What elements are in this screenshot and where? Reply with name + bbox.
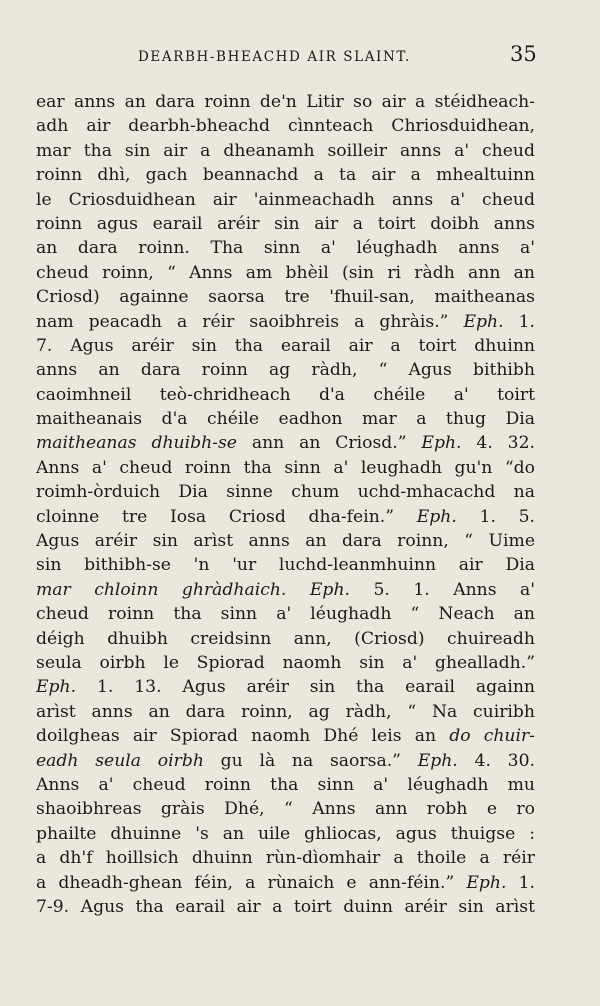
- text-segment: [286, 580, 309, 600]
- text-segment: Agus aréir sin arìst anns an dara roinn, “ Uime: [36, 531, 535, 552]
- text-segment: a dheadh-ghean féin, a rùnaich e ann-féin.”: [36, 872, 467, 893]
- text-line: [36, 505, 535, 529]
- text-segment: sin bithibh-se 'n 'ur luchd-leanmhuinn air Dia: [36, 555, 535, 576]
- text-segment: 7. Agus aréir sin tha earail air a toirt dhuinn: [36, 335, 535, 356]
- text-line: [36, 602, 535, 626]
- text-line: [36, 285, 535, 309]
- text-line: [36, 553, 535, 577]
- text-line: [36, 480, 535, 504]
- text-segment: Criosd) againne saorsa tre 'fhuil-san, maitheanas: [36, 287, 535, 308]
- text-segment: doilgheas air Spiorad naomh Dhé leis an: [36, 726, 450, 747]
- text-line: [36, 627, 535, 651]
- text-segment: maitheanais d'a chéile eadhon mar a thug Dia: [36, 409, 535, 430]
- italic-text: Eph.: [309, 579, 350, 600]
- text-line: [36, 139, 535, 163]
- text-segment: cheud roinn, “ Anns am bhèil (sin ri ràdh ann an: [36, 262, 535, 283]
- text-line: [36, 90, 535, 114]
- text-segment: 5. 1. Anns a': [349, 579, 535, 600]
- running-title: DEARBH-BHEACHD AIR SLAINT.: [138, 49, 411, 65]
- text-line: [36, 358, 535, 382]
- italic-text: Eph.: [466, 872, 507, 893]
- text-line: [36, 431, 535, 455]
- italic-text: do chuir-: [449, 726, 535, 747]
- text-line: [36, 456, 535, 480]
- body-text: [36, 90, 535, 919]
- text-segment: arìst anns an dara roinn, ag ràdh, “ Na cuiribh: [36, 701, 535, 722]
- page-number: 35: [510, 42, 537, 66]
- text-segment: 4. 30.: [457, 750, 535, 771]
- text-line: [36, 529, 535, 553]
- text-segment: 1. 5.: [456, 506, 535, 527]
- text-segment: ann an Criosd.”: [236, 433, 422, 454]
- italic-text: eadh seula oirbh: [36, 750, 204, 771]
- text-segment: 1.: [503, 311, 535, 332]
- text-segment: mar tha sin air a dheanamh soilleir anns a' cheud: [36, 140, 535, 161]
- running-header: [0, 0, 600, 80]
- text-line: [36, 846, 535, 870]
- text-line: [36, 334, 535, 358]
- text-segment: gu là na saorsa.”: [203, 750, 418, 771]
- italic-text: Eph.: [421, 433, 462, 454]
- text-segment: phailte dhuinne 's an uile ghliocas, agus thuigse :: [36, 823, 535, 844]
- text-line: [36, 675, 535, 699]
- text-line: [36, 114, 535, 138]
- text-segment: 7-9. Agus tha earail air a toirt duinn aréir sin arìst: [36, 896, 535, 917]
- text-segment: Anns a' cheud roinn tha sinn a' léughadh mu: [36, 774, 535, 795]
- text-segment: nam peacadh a réir saoibhreis a ghràis.”: [36, 311, 464, 332]
- text-segment: cheud roinn tha sinn a' léughadh “ Neach an: [36, 604, 535, 625]
- text-segment: 4. 32.: [461, 433, 535, 454]
- text-segment: déigh dhuibh creidsinn ann, (Criosd) chuireadh: [36, 628, 535, 649]
- text-segment: 1.: [506, 872, 535, 893]
- text-segment: an dara roinn. Tha sinn a' léughadh anns a': [36, 238, 535, 259]
- text-segment: shaoibhreas gràis Dhé, “ Anns ann robh e ro: [36, 799, 535, 820]
- text-segment: ear anns an dara roinn de'n Litir so air a stéidheach-: [36, 92, 535, 112]
- italic-text: Eph.: [416, 506, 457, 527]
- text-line: [36, 261, 535, 285]
- text-line: [36, 773, 535, 797]
- text-line: [36, 749, 535, 773]
- text-line: [36, 163, 535, 187]
- text-segment: a dh'f hoillsich dhuinn rùn-dìomhair a thoile a réir: [36, 848, 535, 869]
- text-line: [36, 871, 535, 895]
- text-segment: Anns a' cheud roinn tha sinn a' leughadh gu'n “do: [36, 457, 535, 478]
- italic-text: maitheanas dhuibh-se: [36, 433, 237, 454]
- text-line: [36, 578, 535, 602]
- text-segment: seula oirbh le Spiorad naomh sin a' ghealladh.”: [36, 652, 535, 673]
- italic-text: Eph.: [463, 311, 504, 332]
- text-line: [36, 212, 535, 236]
- text-segment: roimh-òrduich Dia sinne chum uchd-mhacachd na: [36, 482, 535, 503]
- text-line: [36, 236, 535, 260]
- text-line: [36, 407, 535, 431]
- text-line: [36, 188, 535, 212]
- text-line: [36, 822, 535, 846]
- text-line: [36, 383, 535, 407]
- text-segment: roinn dhì, gach beannachd a ta air a mhealtuinn: [36, 165, 535, 186]
- text-line: [36, 724, 535, 748]
- italic-text: Eph.: [36, 677, 77, 698]
- text-line: [36, 310, 535, 334]
- text-segment: roinn agus earail aréir sin air a toirt doibh anns: [36, 213, 535, 234]
- text-segment: anns an dara roinn ag ràdh, “ Agus bithibh: [36, 360, 535, 381]
- text-line: [36, 651, 535, 675]
- text-line: [36, 700, 535, 724]
- text-line: [36, 797, 535, 821]
- text-segment: cloinne tre Iosa Criosd dha-fein.”: [36, 506, 417, 527]
- italic-text: Eph.: [417, 750, 458, 771]
- text-segment: 1. 13. Agus aréir sin tha earail againn: [76, 677, 535, 698]
- text-segment: adh air dearbh-bheachd cìnnteach Chriosduidhean,: [36, 116, 535, 137]
- text-line: [36, 895, 535, 919]
- italic-text: mar chloinn ghràdhaich.: [36, 579, 287, 600]
- text-segment: le Criosduidhean air 'ainmeachadh anns a' cheud: [36, 189, 535, 210]
- text-segment: caoimhneil teò-chridheach d'a chéile a' toirt: [36, 384, 535, 405]
